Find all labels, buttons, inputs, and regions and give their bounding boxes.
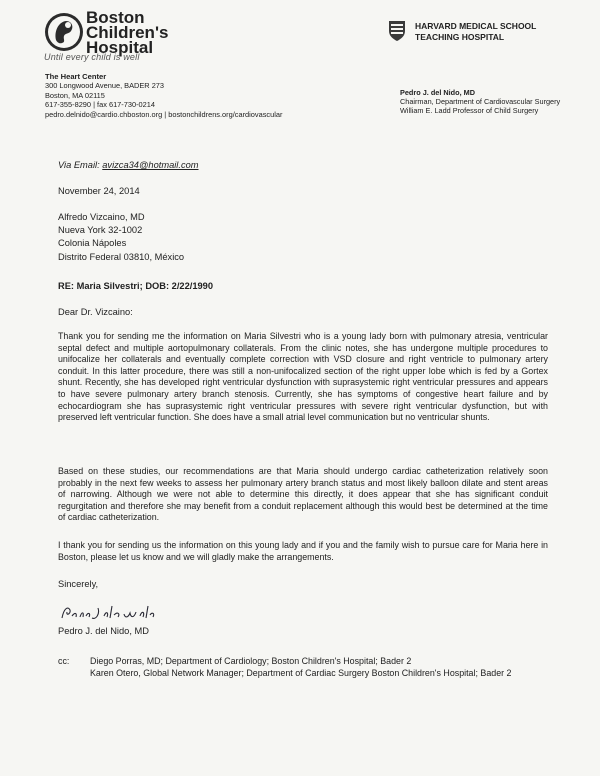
hospital-name: Boston Children's Hospital — [86, 8, 169, 57]
handwritten-signature — [58, 600, 178, 624]
body-paragraph-1: Thank you for sending me the information on Maria Silvestri who is a young lady born with pulmonary atresia, ventricular septal defect and multiple aortopulmonary collaterals. From the clinic notes, she has undergone multiple procedures to unifocalize her collaterals and eventually complete correction with VSD closure and right ventricle to pulmonary artery conduit. In this latter procedure, there was still a non-unifocalized section of the right upper lobe which is fed by a Gortex shunt. Recently, she has developed right ventricular dysfunction with suprasystemic right ventricular pressures and appears to have severe pulmonary artery branch stenosis. Currently, she has symptoms of congestive heart failure and by echocardiogram she has suprasystemic right ventricular pressures with severe right ventricular dysfunction, but with preserved left ventricular function. She does have a small atrial level communication but no ventricular shunts. — [58, 331, 548, 423]
tagline: Until every child is well — [44, 52, 140, 62]
body-paragraph-2: Based on these studies, our recommendations are that Maria should undergo cardiac catheterization relatively soon probably in the next few weeks to assess her pulmonary artery branch status and most likely balloon dilate and stent areas of narrowing. Although we were not able to determine this directly, it does appear that she has significant conduit regurgitation and therefore she may benefit from a conduit replacement although this would best be determined at the time of cardiac catheterization. — [58, 466, 548, 523]
re-line: RE: Maria Silvestri; DOB: 2/22/1990 — [58, 281, 214, 291]
dept-name: The Heart Center — [45, 72, 107, 81]
body-paragraph-3: I thank you for sending us the information on this young lady and if you and the family wish to pursue care for Maria here in Boston, please let us know and we will gladly make the arrangements. — [58, 540, 548, 562]
author-block — [400, 88, 560, 115]
address-line: Boston, MA 02115 — [45, 90, 105, 100]
author-title: William E. Ladd Professor of Child Surgery — [400, 106, 539, 115]
signer-name: Pedro J. del Nido, MD — [58, 626, 149, 636]
via-email-line: Via Email: avizca34@hotmail.com — [58, 160, 199, 170]
via-email-address: avizca34@hotmail.com — [102, 160, 199, 170]
author-name: Pedro J. del Nido, MD — [400, 88, 476, 97]
address-line: 300 Longwood Avenue, BADER 273 — [45, 81, 165, 91]
cc-block — [58, 656, 512, 679]
hms-label: HARVARD MEDICAL SCHOOL TEACHING HOSPITAL — [415, 21, 537, 42]
cc-entry: Karen Otero, Global Network Manager; Department of Cardiac Surgery Boston Children's Hospital; Bader 2 — [90, 667, 512, 678]
phone-fax: 617-355-8290 | fax 617-730-0214 — [45, 100, 155, 110]
email-web: pedro.delnido@cardio.chboston.org | bostonchildrens.org/cardiovascular — [45, 109, 283, 119]
closing: Sincerely, — [58, 579, 99, 589]
cc-entry: Diego Porras, MD; Department of Cardiology; Boston Children's Hospital; Bader 2 — [90, 656, 412, 666]
letter-date: November 24, 2014 — [58, 186, 140, 196]
salutation: Dear Dr. Vizcaino: — [58, 307, 133, 317]
boston-childrens-logo — [44, 12, 84, 52]
author-title: Chairman, Department of Cardiovascular Surgery — [400, 97, 561, 106]
cc-label: cc: — [58, 656, 70, 666]
recipient-address: Alfredo Vizcaino, MD Nueva York 32-1002 Colonia Nápoles Distrito Federal 03810, México — [58, 212, 185, 262]
heart-center-address — [45, 72, 282, 119]
harvard-shield-icon — [388, 20, 406, 42]
